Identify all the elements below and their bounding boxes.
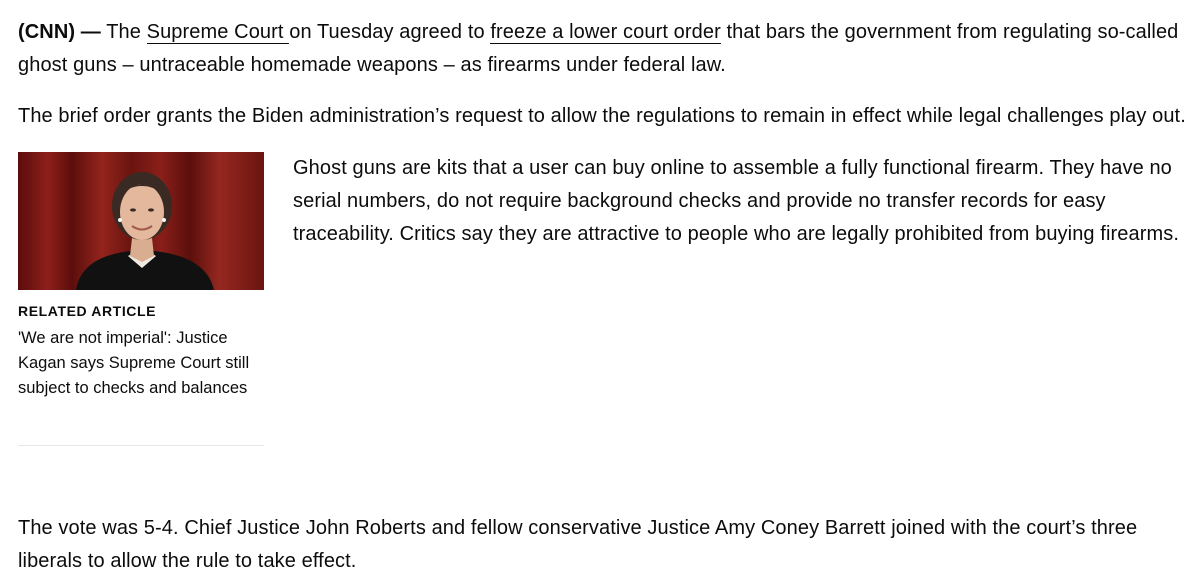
dateline: (CNN) — — [18, 21, 101, 43]
related-article[interactable] — [18, 152, 264, 401]
article-body — [18, 16, 1188, 572]
paragraph-4: The vote was 5-4. Chief Justice John Roberts and fellow conservative Justice Amy Coney Barrett joined with the court’s three liberals to allow the rule to take effect. — [18, 517, 1138, 572]
paragraph-2: The brief order grants the Biden administration’s request to allow the regulations to remain in effect while legal challenges play out. — [18, 105, 1186, 127]
related-article-headline-link[interactable]: 'We are not imperial': Justice Kagan says Supreme Court still subject to checks and balances — [18, 329, 250, 397]
paragraph-1-text-b: on Tuesday agreed to — [289, 21, 491, 43]
paragraph-1 — [18, 16, 1188, 82]
paragraph-3: Ghost guns are kits that a user can buy online to assemble a fully functional firearm. They have no serial numbers, do not require background checks and provide no transfer records for easy traceability. Critics say they are attractive to people who are legally prohibited from buying firearms. — [293, 157, 1179, 245]
freeze-order-link[interactable]: freeze a lower court order — [490, 21, 721, 43]
media-row — [18, 152, 1188, 452]
related-article-image[interactable] — [18, 152, 264, 290]
related-article-eyebrow: RELATED ARTICLE — [18, 303, 157, 319]
paragraph-1-text-c: that bars the government from regulating so-called ghost guns – untraceable homemade weapons – as firearms under federal law. — [18, 21, 1179, 76]
paragraph-1-text-a: The — [100, 21, 147, 43]
related-article-divider — [18, 445, 264, 446]
supreme-court-link[interactable]: Supreme Court — [146, 21, 290, 43]
justice-portrait-image — [18, 152, 264, 290]
